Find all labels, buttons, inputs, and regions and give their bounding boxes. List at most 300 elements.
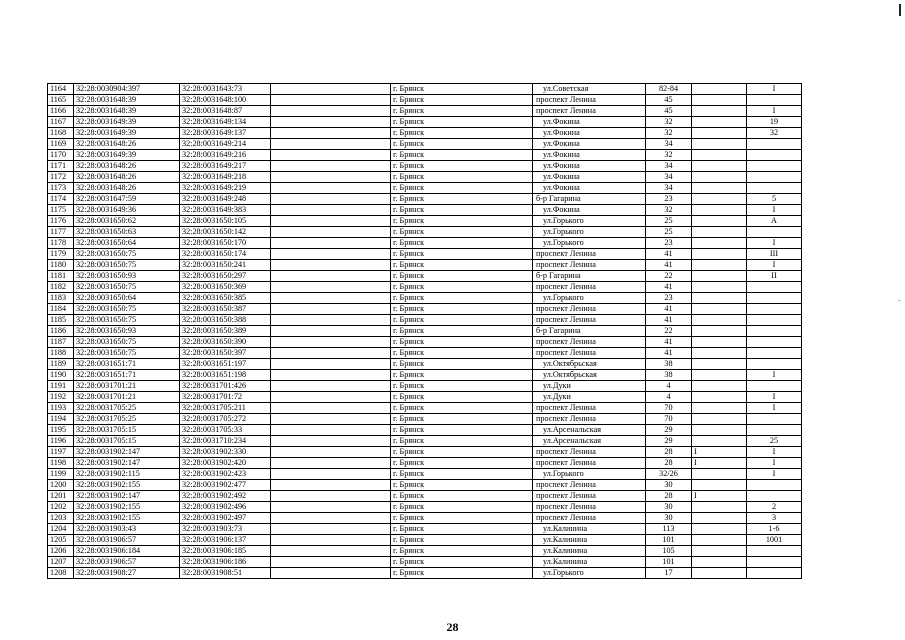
table-row [48, 183, 802, 194]
table-row [48, 447, 802, 458]
cell-house-number: 45 [646, 95, 692, 106]
cell-apartment: I [747, 392, 802, 403]
cell-cadastral-number: 32:28:0031649:137 [180, 128, 271, 139]
cell-building [692, 502, 747, 513]
cell-empty-column [271, 359, 391, 370]
cell-house-number: 70 [646, 403, 692, 414]
cell-building [692, 535, 747, 546]
cell-empty-column [271, 370, 391, 381]
cell-apartment: I [747, 205, 802, 216]
cell-building [692, 205, 747, 216]
cell-cadastral-number: 32:28:0031705:272 [180, 414, 271, 425]
cell-city: г. Брянск [391, 271, 533, 282]
cell-row-index: 1197 [48, 447, 74, 458]
cell-row-index: 1178 [48, 238, 74, 249]
cell-cadastral-quarter: 32:28:0031649:36 [74, 205, 180, 216]
cell-cadastral-quarter: 32:28:0031650:62 [74, 216, 180, 227]
cell-building [692, 557, 747, 568]
cell-cadastral-number: 32:28:0031902:477 [180, 480, 271, 491]
table-row [48, 392, 802, 403]
cell-city: г. Брянск [391, 326, 533, 337]
cell-house-number: 32 [646, 150, 692, 161]
cell-street: б-р Гагарина [533, 194, 646, 205]
table-row [48, 414, 802, 425]
cell-row-index: 1188 [48, 348, 74, 359]
cell-street: ул.Фокина [533, 128, 646, 139]
cell-city: г. Брянск [391, 84, 533, 95]
cell-street: ул.Арсенальская [533, 436, 646, 447]
cell-empty-column [271, 414, 391, 425]
table-row [48, 95, 802, 106]
cell-cadastral-number: 32:28:0031651:198 [180, 370, 271, 381]
table-row [48, 271, 802, 282]
cell-cadastral-quarter: 32:28:0031902:147 [74, 447, 180, 458]
cell-empty-column [271, 117, 391, 128]
cell-city: г. Брянск [391, 304, 533, 315]
cell-building [692, 150, 747, 161]
cell-apartment: 32 [747, 128, 802, 139]
cell-building [692, 282, 747, 293]
cell-building [692, 381, 747, 392]
cell-cadastral-quarter: 32:28:0031648:39 [74, 95, 180, 106]
table-row [48, 227, 802, 238]
cell-house-number: 41 [646, 315, 692, 326]
cell-house-number: 23 [646, 238, 692, 249]
cell-empty-column [271, 425, 391, 436]
table-row [48, 557, 802, 568]
cell-cadastral-quarter: 32:28:0031902:147 [74, 458, 180, 469]
cell-row-index: 1202 [48, 502, 74, 513]
cell-street: ул.Горького [533, 227, 646, 238]
cell-apartment [747, 480, 802, 491]
cell-cadastral-number: 32:28:0031649:134 [180, 117, 271, 128]
cadastral-table [47, 83, 802, 579]
cell-house-number: 34 [646, 172, 692, 183]
cell-city: г. Брянск [391, 546, 533, 557]
cell-cadastral-number: 32:28:0031906:185 [180, 546, 271, 557]
cell-city: г. Брянск [391, 513, 533, 524]
cell-building [692, 172, 747, 183]
cell-apartment [747, 348, 802, 359]
table-row [48, 194, 802, 205]
cell-house-number: 23 [646, 293, 692, 304]
cell-row-index: 1207 [48, 557, 74, 568]
cell-empty-column [271, 337, 391, 348]
cell-building [692, 271, 747, 282]
cell-row-index: 1174 [48, 194, 74, 205]
cell-row-index: 1172 [48, 172, 74, 183]
cell-city: г. Брянск [391, 139, 533, 150]
cell-cadastral-number: 32:28:0031649:248 [180, 194, 271, 205]
cell-cadastral-quarter: 32:28:0031650:93 [74, 326, 180, 337]
cell-apartment [747, 414, 802, 425]
cell-row-index: 1204 [48, 524, 74, 535]
cell-cadastral-quarter: 32:28:0031651:71 [74, 370, 180, 381]
cell-city: г. Брянск [391, 95, 533, 106]
cell-row-index: 1191 [48, 381, 74, 392]
cell-city: г. Брянск [391, 348, 533, 359]
cell-empty-column [271, 227, 391, 238]
cell-house-number: 41 [646, 282, 692, 293]
scan-edge-mark [899, 4, 901, 16]
cell-cadastral-quarter: 32:28:0031650:75 [74, 337, 180, 348]
cell-cadastral-number: 32:28:0031650:297 [180, 271, 271, 282]
cell-street: ул.Октябрьская [533, 370, 646, 381]
cell-street: ул.Дуки [533, 392, 646, 403]
cell-city: г. Брянск [391, 447, 533, 458]
cell-empty-column [271, 216, 391, 227]
cell-house-number: 30 [646, 480, 692, 491]
cell-street: ул.Горького [533, 238, 646, 249]
cell-cadastral-quarter: 32:28:0031650:75 [74, 260, 180, 271]
cell-building [692, 436, 747, 447]
cell-house-number: 30 [646, 502, 692, 513]
cell-street: ул.Калинина [533, 535, 646, 546]
cell-row-index: 1173 [48, 183, 74, 194]
cell-apartment: I [747, 260, 802, 271]
cell-cadastral-number: 32:28:0031701:426 [180, 381, 271, 392]
table-row [48, 293, 802, 304]
cell-apartment: 5 [747, 194, 802, 205]
cell-street: ул.Фокина [533, 183, 646, 194]
cell-apartment [747, 95, 802, 106]
cell-empty-column [271, 392, 391, 403]
cell-empty-column [271, 194, 391, 205]
table-row [48, 205, 802, 216]
cell-cadastral-quarter: 32:28:0031649:39 [74, 150, 180, 161]
cell-house-number: 17 [646, 568, 692, 579]
cell-house-number: 29 [646, 436, 692, 447]
cell-row-index: 1168 [48, 128, 74, 139]
cell-row-index: 1190 [48, 370, 74, 381]
cell-house-number: 4 [646, 392, 692, 403]
cell-cadastral-number: 32:28:0031902:492 [180, 491, 271, 502]
cell-building [692, 546, 747, 557]
cell-empty-column [271, 458, 391, 469]
cell-city: г. Брянск [391, 183, 533, 194]
cell-apartment [747, 282, 802, 293]
cell-apartment [747, 546, 802, 557]
cell-street: проспект Ленина [533, 282, 646, 293]
cell-city: г. Брянск [391, 414, 533, 425]
cell-house-number: 28 [646, 458, 692, 469]
cell-city: г. Брянск [391, 535, 533, 546]
cell-empty-column [271, 348, 391, 359]
table-row [48, 150, 802, 161]
cell-house-number: 22 [646, 326, 692, 337]
cell-house-number: 41 [646, 260, 692, 271]
cell-apartment: 3 [747, 513, 802, 524]
cell-empty-column [271, 260, 391, 271]
table-row [48, 216, 802, 227]
cell-cadastral-quarter: 32:28:0031906:184 [74, 546, 180, 557]
cell-apartment: I [747, 106, 802, 117]
cell-cadastral-quarter: 32:28:0031650:64 [74, 238, 180, 249]
cell-house-number: 32/26 [646, 469, 692, 480]
cell-building [692, 370, 747, 381]
cell-street: проспект Ленина [533, 447, 646, 458]
cell-street: ул.Калинина [533, 546, 646, 557]
cell-row-index: 1169 [48, 139, 74, 150]
cell-empty-column [271, 491, 391, 502]
cell-building [692, 304, 747, 315]
cell-city: г. Брянск [391, 238, 533, 249]
cell-apartment [747, 381, 802, 392]
cell-city: г. Брянск [391, 106, 533, 117]
cell-street: проспект Ленина [533, 414, 646, 425]
table-row [48, 249, 802, 260]
cell-empty-column [271, 480, 391, 491]
table-row [48, 469, 802, 480]
cell-cadastral-quarter: 32:28:0031908:27 [74, 568, 180, 579]
cell-city: г. Брянск [391, 502, 533, 513]
cell-cadastral-number: 32:28:0031902:423 [180, 469, 271, 480]
cell-cadastral-number: 32:28:0031650:105 [180, 216, 271, 227]
cell-cadastral-quarter: 32:28:0031650:75 [74, 315, 180, 326]
cell-row-index: 1195 [48, 425, 74, 436]
cell-empty-column [271, 546, 391, 557]
cell-row-index: 1175 [48, 205, 74, 216]
cell-apartment: I [747, 403, 802, 414]
cell-empty-column [271, 315, 391, 326]
cell-cadastral-quarter: 32:28:0031650:75 [74, 249, 180, 260]
cell-row-index: 1208 [48, 568, 74, 579]
table-row [48, 84, 802, 95]
cell-street: ул.Дуки [533, 381, 646, 392]
cell-cadastral-quarter: 32:28:0031647:59 [74, 194, 180, 205]
cell-row-index: 1196 [48, 436, 74, 447]
cell-house-number: 28 [646, 491, 692, 502]
cell-building [692, 392, 747, 403]
cell-empty-column [271, 304, 391, 315]
cell-apartment: 1-6 [747, 524, 802, 535]
cell-row-index: 1187 [48, 337, 74, 348]
cell-empty-column [271, 326, 391, 337]
cell-building [692, 524, 747, 535]
table-row [48, 260, 802, 271]
cell-city: г. Брянск [391, 425, 533, 436]
cell-building [692, 403, 747, 414]
cell-street: проспект Ленина [533, 458, 646, 469]
scan-speck [898, 300, 901, 301]
cell-empty-column [271, 150, 391, 161]
cell-building [692, 414, 747, 425]
cell-apartment [747, 161, 802, 172]
cell-cadastral-number: 32:28:0031650:142 [180, 227, 271, 238]
cell-cadastral-quarter: 32:28:0031649:39 [74, 128, 180, 139]
table-row [48, 403, 802, 414]
cell-apartment: III [747, 249, 802, 260]
cell-house-number: 32 [646, 117, 692, 128]
cell-city: г. Брянск [391, 161, 533, 172]
cell-apartment: A [747, 216, 802, 227]
cell-city: г. Брянск [391, 194, 533, 205]
cell-cadastral-quarter: 32:28:0031705:25 [74, 403, 180, 414]
cell-empty-column [271, 271, 391, 282]
cell-row-index: 1166 [48, 106, 74, 117]
table-row [48, 238, 802, 249]
table-row [48, 546, 802, 557]
cell-street: проспект Ленина [533, 337, 646, 348]
cell-apartment [747, 315, 802, 326]
cell-apartment [747, 139, 802, 150]
cell-empty-column [271, 106, 391, 117]
table-row [48, 282, 802, 293]
cell-cadastral-quarter: 32:28:0031648:26 [74, 161, 180, 172]
cell-house-number: 25 [646, 227, 692, 238]
cell-street: проспект Ленина [533, 95, 646, 106]
cell-house-number: 32 [646, 128, 692, 139]
table-row [48, 139, 802, 150]
cell-house-number: 105 [646, 546, 692, 557]
cell-row-index: 1203 [48, 513, 74, 524]
cell-building [692, 425, 747, 436]
cell-city: г. Брянск [391, 205, 533, 216]
cell-apartment: II [747, 271, 802, 282]
cell-building [692, 84, 747, 95]
cell-cadastral-number: 32:28:0031902:330 [180, 447, 271, 458]
cell-house-number: 45 [646, 106, 692, 117]
cell-building: I [692, 447, 747, 458]
table-row [48, 513, 802, 524]
cell-apartment [747, 337, 802, 348]
cell-cadastral-number: 32:28:0031649:218 [180, 172, 271, 183]
cell-cadastral-number: 32:28:0031643:73 [180, 84, 271, 95]
cell-cadastral-number: 32:28:0031908:51 [180, 568, 271, 579]
cell-empty-column [271, 502, 391, 513]
cell-apartment [747, 183, 802, 194]
cell-city: г. Брянск [391, 403, 533, 414]
cell-cadastral-quarter: 32:28:0031906:57 [74, 557, 180, 568]
cell-city: г. Брянск [391, 458, 533, 469]
cell-row-index: 1177 [48, 227, 74, 238]
cell-cadastral-quarter: 32:28:0031650:93 [74, 271, 180, 282]
table-row [48, 315, 802, 326]
table-row [48, 304, 802, 315]
cell-cadastral-quarter: 32:28:0031902:155 [74, 480, 180, 491]
cell-row-index: 1183 [48, 293, 74, 304]
cell-empty-column [271, 293, 391, 304]
cell-row-index: 1176 [48, 216, 74, 227]
cell-building [692, 183, 747, 194]
cell-row-index: 1206 [48, 546, 74, 557]
cell-city: г. Брянск [391, 370, 533, 381]
cell-street: ул.Советская [533, 84, 646, 95]
table-row [48, 480, 802, 491]
cell-cadastral-number: 32:28:0031650:397 [180, 348, 271, 359]
cell-apartment [747, 326, 802, 337]
cell-building [692, 128, 747, 139]
cell-cadastral-quarter: 32:28:0031649:39 [74, 117, 180, 128]
cell-street: проспект Ленина [533, 491, 646, 502]
cell-cadastral-quarter: 32:28:0031650:75 [74, 304, 180, 315]
cell-house-number: 41 [646, 249, 692, 260]
cell-street: б-р Гагарина [533, 271, 646, 282]
cell-cadastral-quarter: 32:28:0031705:15 [74, 436, 180, 447]
cell-street: проспект Ленина [533, 480, 646, 491]
cell-cadastral-quarter: 32:28:0031906:57 [74, 535, 180, 546]
cell-cadastral-quarter: 32:28:0031651:71 [74, 359, 180, 370]
cell-street: ул.Горького [533, 216, 646, 227]
cell-street: ул.Калинина [533, 524, 646, 535]
cell-house-number: 70 [646, 414, 692, 425]
cell-building [692, 216, 747, 227]
cell-cadastral-number: 32:28:0031650:390 [180, 337, 271, 348]
cell-apartment: 2 [747, 502, 802, 513]
cell-empty-column [271, 436, 391, 447]
cell-building [692, 260, 747, 271]
cell-city: г. Брянск [391, 315, 533, 326]
cell-house-number: 22 [646, 271, 692, 282]
cell-city: г. Брянск [391, 557, 533, 568]
cell-building [692, 227, 747, 238]
cell-empty-column [271, 161, 391, 172]
cell-city: г. Брянск [391, 249, 533, 260]
cell-empty-column [271, 84, 391, 95]
cell-street: ул.Горького [533, 469, 646, 480]
cell-apartment: I [747, 447, 802, 458]
cell-cadastral-number: 32:28:0031648:87 [180, 106, 271, 117]
cell-street: ул.Фокина [533, 205, 646, 216]
table-row [48, 436, 802, 447]
cell-cadastral-number: 32:28:0031650:387 [180, 304, 271, 315]
cell-city: г. Брянск [391, 150, 533, 161]
cell-cadastral-number: 32:28:0031650:241 [180, 260, 271, 271]
cell-cadastral-quarter: 32:28:0031648:39 [74, 106, 180, 117]
cell-row-index: 1185 [48, 315, 74, 326]
cell-empty-column [271, 535, 391, 546]
cell-row-index: 1164 [48, 84, 74, 95]
cell-street: ул.Октябрьская [533, 359, 646, 370]
cell-city: г. Брянск [391, 128, 533, 139]
cell-cadastral-number: 32:28:0031903:73 [180, 524, 271, 535]
cell-building [692, 95, 747, 106]
cell-cadastral-quarter: 32:28:0031902:115 [74, 469, 180, 480]
cell-cadastral-number: 32:28:0031705:211 [180, 403, 271, 414]
cell-cadastral-number: 32:28:0031651:197 [180, 359, 271, 370]
cell-city: г. Брянск [391, 282, 533, 293]
cell-row-index: 1205 [48, 535, 74, 546]
cell-apartment: 25 [747, 436, 802, 447]
cell-apartment: I [747, 84, 802, 95]
cell-city: г. Брянск [391, 381, 533, 392]
table-row [48, 172, 802, 183]
cell-empty-column [271, 139, 391, 150]
cell-row-index: 1171 [48, 161, 74, 172]
cell-cadastral-number: 32:28:0031649:216 [180, 150, 271, 161]
cell-row-index: 1201 [48, 491, 74, 502]
cell-building [692, 480, 747, 491]
cell-city: г. Брянск [391, 216, 533, 227]
cell-cadastral-quarter: 32:28:0031903:43 [74, 524, 180, 535]
cell-street: проспект Ленина [533, 403, 646, 414]
cell-city: г. Брянск [391, 480, 533, 491]
cell-cadastral-quarter: 32:28:0031705:15 [74, 425, 180, 436]
cell-empty-column [271, 282, 391, 293]
cell-apartment [747, 293, 802, 304]
cell-empty-column [271, 513, 391, 524]
cell-street: ул.Фокина [533, 117, 646, 128]
cell-street: ул.Калинина [533, 557, 646, 568]
cell-street: ул.Фокина [533, 150, 646, 161]
cell-cadastral-quarter: 32:28:0031650:75 [74, 348, 180, 359]
cell-city: г. Брянск [391, 260, 533, 271]
cell-cadastral-number: 32:28:0031650:369 [180, 282, 271, 293]
cell-building [692, 513, 747, 524]
cell-cadastral-number: 32:28:0031650:385 [180, 293, 271, 304]
cell-empty-column [271, 568, 391, 579]
cell-house-number: 30 [646, 513, 692, 524]
